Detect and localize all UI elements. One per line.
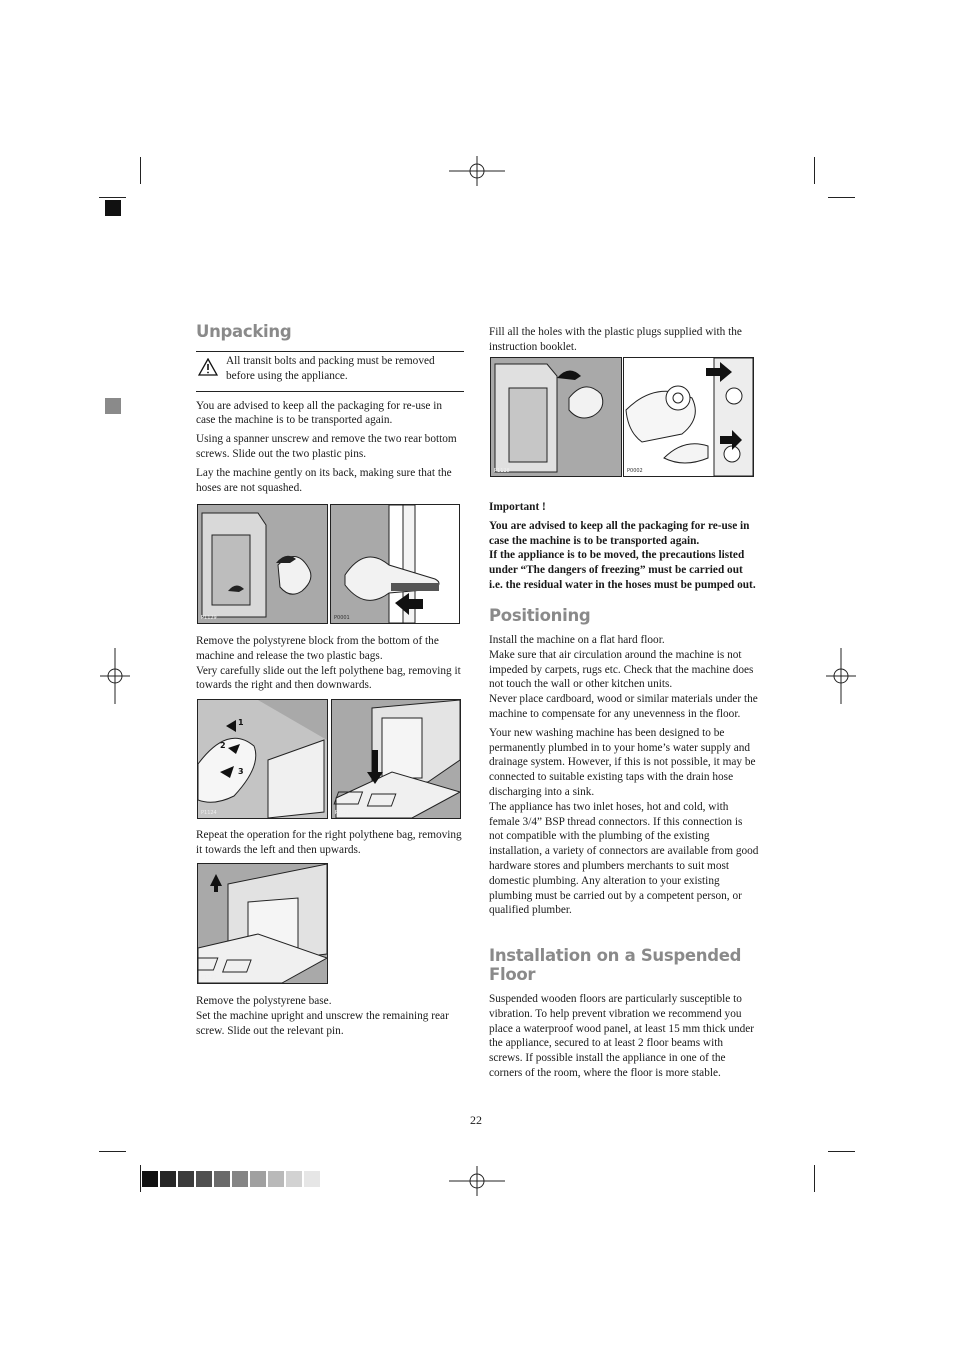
pos-never-place: Never place cardboard, wood or similar materials under the machine to compensate for any unevenness in the floor. bbox=[489, 693, 758, 720]
figure-machine-base bbox=[331, 699, 461, 819]
para-remove-block: Remove the polystyrene block from the bottom of the machine and release the two plastic bags. bbox=[196, 635, 439, 662]
figure-insert-plugs bbox=[623, 357, 754, 477]
important-block bbox=[489, 500, 759, 593]
crop-mark bbox=[814, 157, 815, 184]
figure-code: P0001 bbox=[334, 615, 350, 621]
calibration-swatch bbox=[286, 1171, 302, 1187]
pos-inlet-hoses: The appliance has two inlet hoses, hot and cold, with female 3/4” BSP thread connectors. If this connection is not compatible with the plumbing of the existing installation, a variety of connectors are available from good hardware stores and plumbers merchants to suit most domestic plumbing. Any alteration to your existing plumbing must be carried out by a competent person, or qualified plumber. bbox=[489, 800, 759, 917]
crop-mark bbox=[828, 197, 855, 198]
figure-plastic-pin bbox=[330, 504, 460, 624]
left-block-3 bbox=[196, 828, 464, 858]
calibration-swatch bbox=[214, 1171, 230, 1187]
figure-code: P1124 bbox=[201, 810, 217, 816]
calibration-swatch bbox=[142, 1171, 158, 1187]
suspended-floor-heading: Installation on a Suspended Floor bbox=[489, 946, 742, 984]
left-block-2 bbox=[196, 634, 464, 693]
calibration-swatch bbox=[250, 1171, 266, 1187]
para-lay-machine: Lay the machine gently on its back, making sure that the hoses are not squashed. bbox=[196, 466, 452, 494]
pos-flat-floor: Install the machine on a flat hard floor. bbox=[489, 634, 665, 646]
figure-code: P1125 bbox=[335, 810, 351, 816]
right-column bbox=[489, 325, 759, 355]
para-keep-packaging: You are advised to keep all the packaging for re-use in case the machine is to be transported again. bbox=[196, 399, 443, 427]
registration-mark-right bbox=[826, 648, 856, 704]
crop-mark bbox=[140, 157, 141, 184]
crop-mark bbox=[140, 1165, 141, 1192]
figure-code: P1128 bbox=[494, 468, 510, 474]
calibration-swatch bbox=[268, 1171, 284, 1187]
registration-mark-bottom bbox=[449, 1166, 505, 1196]
left-column bbox=[196, 322, 464, 495]
para-right-bag: Repeat the operation for the right polythene bag, removing it towards the left and then upwards. bbox=[196, 829, 462, 856]
important-keep-packaging: You are advised to keep all the packaging for re-use in case the machine is to be transported again. bbox=[489, 519, 750, 547]
positioning-heading: Positioning bbox=[489, 606, 591, 625]
step-label: 3 bbox=[238, 767, 244, 776]
figure-left-bag bbox=[197, 699, 328, 819]
important-freezing: If the appliance is to be moved, the precautions listed under “The dangers of freezing” must be carried out i.e. the residual water in the hoses must be pumped out. bbox=[489, 549, 756, 591]
registration-mark-top bbox=[449, 156, 505, 186]
calibration-swatch bbox=[160, 1171, 176, 1187]
para-left-bag: Very carefully slide out the left polythene bag, removing it towards the right and then downwards. bbox=[196, 664, 461, 692]
suspended-floor-section bbox=[489, 946, 759, 1081]
para-remove-base: Remove the polystyrene base. bbox=[196, 995, 332, 1007]
crop-mark bbox=[828, 1151, 855, 1152]
suspended-text: Suspended wooden floors are particularly susceptible to vibration. To help prevent vibration we recommend you place a waterproof wood panel, at least 15 mm thick under the appliance, secured to at least 2 floor beams with screws. If possible install the appliance in one of the corners of the room, where the floor is more stable. bbox=[489, 993, 755, 1079]
figure-plug-holes bbox=[490, 357, 622, 477]
para-spanner: Using a spanner unscrew and remove the two rear bottom screws. Slide out the two plastic pins. bbox=[196, 433, 457, 460]
calibration-swatch bbox=[196, 1171, 212, 1187]
calibration-swatch bbox=[178, 1171, 194, 1187]
registration-mark-left bbox=[100, 648, 130, 704]
warning-text: All transit bolts and packing must be removed before using the appliance. bbox=[226, 355, 435, 382]
grey-marker-square bbox=[105, 398, 121, 414]
para-set-upright: Set the machine upright and unscrew the remaining rear screw. Slide out the relevant pin. bbox=[196, 1009, 449, 1037]
left-block-4 bbox=[196, 994, 464, 1038]
step-label: 1 bbox=[238, 718, 244, 727]
para-fill-holes: Fill all the holes with the plastic plugs supplied with the instruction booklet. bbox=[489, 326, 742, 353]
positioning-section bbox=[489, 606, 759, 918]
warning-box bbox=[196, 351, 464, 392]
unpacking-heading: Unpacking bbox=[196, 322, 292, 341]
crop-mark bbox=[99, 1151, 126, 1152]
black-marker-square bbox=[105, 200, 121, 216]
pos-plumbed: Your new washing machine has been designed to be permanently plumbed in to your home’s water supply and drainage system. However, if this is not possible, it may be connected to suitable existing taps with the drain hose discharging into a sink. bbox=[489, 726, 756, 798]
crop-mark bbox=[99, 197, 126, 198]
page-number: 22 bbox=[470, 1113, 482, 1127]
figure-rear-screws bbox=[197, 504, 328, 624]
figure-code: P1127 bbox=[201, 975, 217, 981]
warning-triangle-icon bbox=[198, 358, 218, 376]
pos-air-circulation: Make sure that air circulation around the machine is not impeded by carpets, rugs etc. Check that the machine does not touch the wall or other kitchen units. bbox=[489, 648, 754, 691]
figure-right-bag bbox=[197, 863, 328, 984]
calibration-swatch bbox=[304, 1171, 320, 1187]
crop-mark bbox=[814, 1165, 815, 1192]
important-label: Important ! bbox=[489, 501, 546, 513]
calibration-swatch bbox=[232, 1171, 248, 1187]
step-label: 2 bbox=[220, 741, 226, 750]
figure-code: P1129 bbox=[201, 615, 217, 621]
figure-code: P0002 bbox=[627, 468, 643, 474]
